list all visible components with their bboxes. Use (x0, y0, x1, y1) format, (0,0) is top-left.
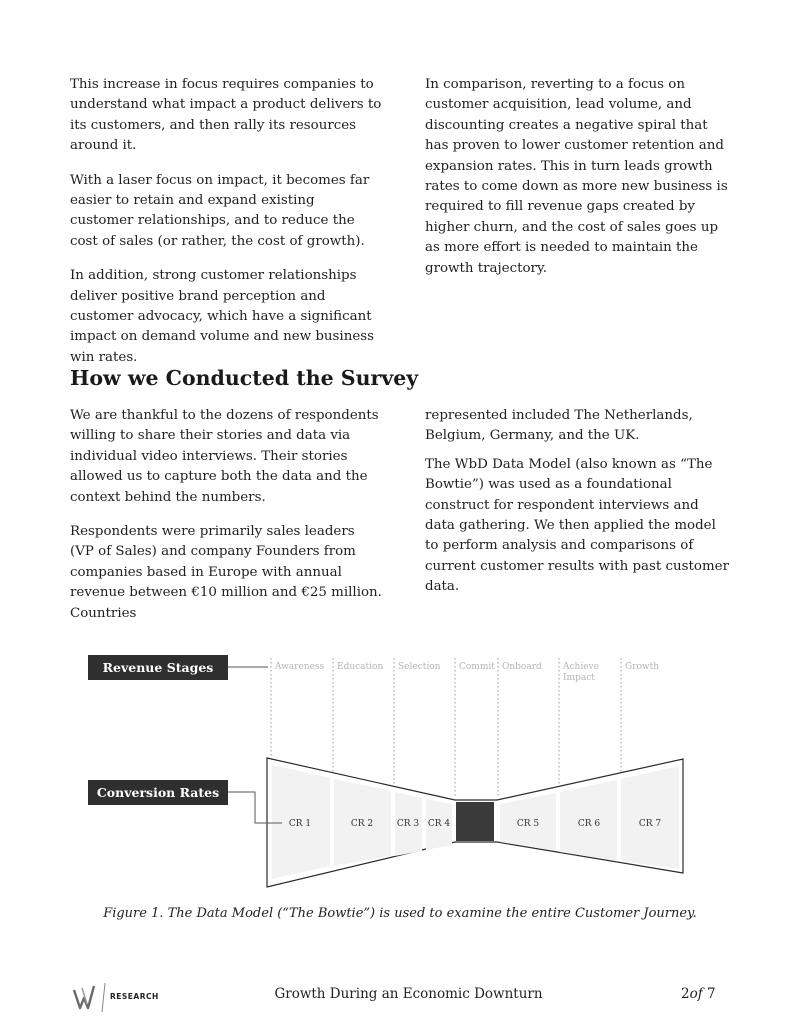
stage-label: Awareness (275, 662, 325, 672)
section-heading: How we Conducted the Survey (70, 366, 419, 390)
stage-label: Impact (563, 673, 595, 683)
cr-label: CR 5 (516, 819, 540, 829)
paragraph: We are thankful to the dozens of respondents willing to share their stories and data via individual video interviews. Their stories allowed us to capture both the data and the context behind the numbers. (70, 408, 379, 505)
cr-label: CR 6 (577, 819, 601, 829)
conversion-rates-label: Conversion Rates (96, 785, 220, 800)
footer-title: Growth During an Economic Downturn (274, 986, 543, 1002)
page-number (681, 986, 716, 1002)
paragraph: In comparison, reverting to a focus on customer acquisition, lead volume, and discounting creates a negative spiral that has proven to lower customer retention and expansion rates. This in turn leads growth rates to come down as more new business is required to fill revenue gaps created by higher churn, and the cost of sales goes up as more effort is needed to maintain the growth trajectory. (425, 77, 728, 276)
stage-label: Commit (459, 662, 495, 672)
paragraph: With a laser focus on impact, it becomes far easier to retain and expand existing customer relationships, and to reduce the cost of sales (or rather, the cost of growth). (70, 172, 370, 249)
top-left-column (70, 75, 382, 382)
top-right-column (425, 75, 730, 293)
paragraph: This increase in focus requires companies to understand what impact a product delivers to its customers, and then rally its resources around it. (70, 77, 382, 154)
survey-right-column (425, 406, 730, 612)
stage-label: Onboard (502, 662, 542, 672)
bowtie-diagram (0, 640, 800, 900)
cr-label: CR 3 (396, 819, 420, 829)
cr-label: CR 4 (427, 819, 451, 829)
paragraph: The WbD Data Model (also known as “The Bowtie”) was used as a foundational construct for respondent interviews and data gathering. We then applied the model to perform analysis and comparisons of current customer results with past customer data. (425, 456, 729, 595)
cr-label: CR 7 (638, 819, 662, 829)
paragraph: represented included The Netherlands, Belgium, Germany, and the UK. (425, 408, 693, 444)
paragraph: Respondents were primarily sales leaders (VP of Sales) and company Founders from companies based in Europe with annual revenue between €10 million and €25 million. Countries (70, 524, 382, 621)
stage-label: Growth (625, 662, 660, 672)
survey-left-column (70, 406, 382, 638)
stage-label: Education (337, 662, 384, 672)
commit-block (456, 802, 494, 841)
paragraph: In addition, strong customer relationships deliver positive brand perception and customer advocacy, which have a significant impact on demand volume and new business win rates. (70, 268, 375, 365)
cr-label: CR 2 (350, 819, 374, 829)
stage-label: Selection (398, 662, 441, 672)
revenue-stages-label: Revenue Stages (102, 660, 214, 675)
logo-text: RESEARCH (110, 992, 159, 1001)
figure-caption: Figure 1. The Data Model (“The Bowtie”) is used to examine the entire Customer Journey. (103, 906, 697, 921)
page-of: of (689, 986, 703, 1002)
cr-label: CR 1 (288, 819, 312, 829)
total-pages: 7 (707, 986, 716, 1002)
stage-label: Achieve (563, 662, 599, 672)
current-page: 2 (681, 986, 690, 1002)
